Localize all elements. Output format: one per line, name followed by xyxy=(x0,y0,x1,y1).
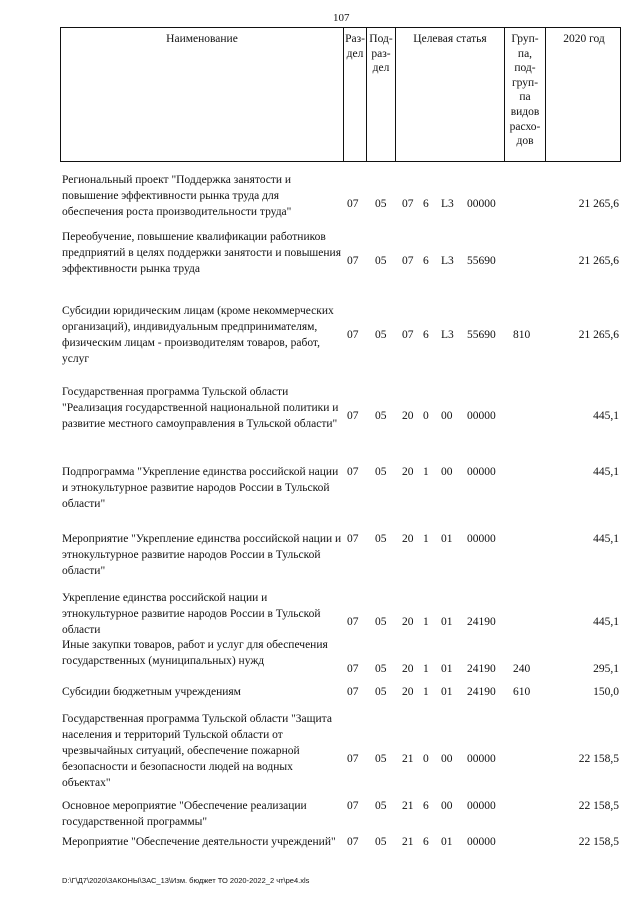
cell-vr: 240 xyxy=(513,663,531,675)
cell-t3: 00 xyxy=(441,410,453,422)
cell-rz: 07 xyxy=(347,753,359,765)
cell-amount: 22 158,5 xyxy=(578,836,619,848)
cell-amount: 21 265,6 xyxy=(578,198,619,210)
row-name: Региональный проект "Поддержка занятости и повышение эффективности рынка труда для обеспечения роста производительности труда" xyxy=(62,174,292,218)
cell-t1: 20 xyxy=(402,616,414,628)
cell-t1: 07 xyxy=(402,329,414,341)
row-name: Мероприятие "Обеспечение деятельности учреждений" xyxy=(62,836,336,848)
cell-rz: 07 xyxy=(347,663,359,675)
cell-t3: 00 xyxy=(441,800,453,812)
header-podrazdel: Под- раз- дел xyxy=(367,28,396,161)
cell-pr: 05 xyxy=(375,466,387,478)
cell-rz: 07 xyxy=(347,533,359,545)
row-name: Государственная программа Тульской области "Реализация государственной национальной политики и развитие местного самоуправления в Тульской области" xyxy=(62,386,339,430)
cell-t2: 6 xyxy=(423,198,429,210)
cell-amount: 445,1 xyxy=(593,616,619,628)
cell-t4: 00000 xyxy=(467,800,496,812)
cell-t3: 01 xyxy=(441,686,453,698)
file-path-footer: D:\Г\Д7\2020\ЗАКОНЫ\ЗАС_13\Изм. бюджет ТО 2020-2022_2 чт\ре4.xls xyxy=(62,876,310,885)
cell-t1: 20 xyxy=(402,686,414,698)
cell-rz: 07 xyxy=(347,255,359,267)
row-name: Иные закупки товаров, работ и услуг для обеспечения государственных (муниципальных) нужд xyxy=(62,639,328,667)
cell-t3: 01 xyxy=(441,533,453,545)
header-name: Наименование xyxy=(61,28,344,161)
cell-amount: 21 265,6 xyxy=(578,255,619,267)
cell-t4: 00000 xyxy=(467,836,496,848)
cell-rz: 07 xyxy=(347,686,359,698)
cell-t3: 00 xyxy=(441,753,453,765)
cell-t3: 00 xyxy=(441,466,453,478)
cell-rz: 07 xyxy=(347,466,359,478)
cell-rz: 07 xyxy=(347,836,359,848)
cell-t4: 55690 xyxy=(467,255,496,267)
row-name: Подпрограмма "Укрепление единства российской нации и этнокультурное развитие народов России в Тульской области" xyxy=(62,466,339,510)
header-target: Целевая статья xyxy=(396,28,505,161)
cell-t3: 01 xyxy=(441,836,453,848)
cell-pr: 05 xyxy=(375,836,387,848)
cell-vr: 810 xyxy=(513,329,531,341)
cell-t4: 24190 xyxy=(467,663,496,675)
row-name: Мероприятие "Укрепление единства российской нации и этнокультурное развитие народов России в Тульской области" xyxy=(62,533,342,577)
cell-t2: 0 xyxy=(423,753,429,765)
cell-t2: 6 xyxy=(423,255,429,267)
cell-amount: 21 265,6 xyxy=(578,329,619,341)
cell-t1: 21 xyxy=(402,836,414,848)
cell-t3: 01 xyxy=(441,616,453,628)
cell-t2: 1 xyxy=(423,686,429,698)
cell-t1: 07 xyxy=(402,198,414,210)
cell-rz: 07 xyxy=(347,329,359,341)
cell-t4: 00000 xyxy=(467,466,496,478)
cell-t2: 0 xyxy=(423,410,429,422)
cell-pr: 05 xyxy=(375,663,387,675)
cell-pr: 05 xyxy=(375,198,387,210)
cell-amount: 445,1 xyxy=(593,533,619,545)
cell-amount: 150,0 xyxy=(593,686,619,698)
cell-t1: 20 xyxy=(402,533,414,545)
cell-t4: 24190 xyxy=(467,686,496,698)
row-name: Укрепление единства российской нации и этнокультурное развитие народов России в Тульской области xyxy=(62,592,321,636)
cell-amount: 445,1 xyxy=(593,410,619,422)
row-name: Государственная программа Тульской области "Защита населения и территорий Тульской области от чрезвычайных ситуаций, обеспечение пожарной безопасности и безопасности людей на водных объектах" xyxy=(62,713,332,789)
row-name: Переобучение, повышение квалификации работников предприятий в целях поддержки занятости и повышения эффективности рынка труда xyxy=(62,231,341,275)
cell-amount: 22 158,5 xyxy=(578,800,619,812)
cell-pr: 05 xyxy=(375,255,387,267)
cell-pr: 05 xyxy=(375,800,387,812)
cell-pr: 05 xyxy=(375,329,387,341)
cell-amount: 445,1 xyxy=(593,466,619,478)
cell-t3: L3 xyxy=(441,329,454,341)
cell-t2: 1 xyxy=(423,616,429,628)
cell-t4: 00000 xyxy=(467,198,496,210)
cell-pr: 05 xyxy=(375,686,387,698)
cell-t2: 1 xyxy=(423,663,429,675)
cell-t4: 55690 xyxy=(467,329,496,341)
row-name: Основное мероприятие "Обеспечение реализации государственной программы" xyxy=(62,800,307,828)
cell-t3: 01 xyxy=(441,663,453,675)
header-razdel: Раз- дел xyxy=(344,28,367,161)
cell-t4: 00000 xyxy=(467,753,496,765)
page-number: 107 xyxy=(333,12,350,24)
cell-pr: 05 xyxy=(375,616,387,628)
cell-rz: 07 xyxy=(347,800,359,812)
cell-t1: 21 xyxy=(402,800,414,812)
cell-t1: 21 xyxy=(402,753,414,765)
cell-t2: 6 xyxy=(423,800,429,812)
cell-rz: 07 xyxy=(347,198,359,210)
cell-t4: 00000 xyxy=(467,410,496,422)
cell-t4: 24190 xyxy=(467,616,496,628)
cell-vr: 610 xyxy=(513,686,531,698)
row-name: Субсидии бюджетным учреждениям xyxy=(62,686,241,698)
cell-amount: 295,1 xyxy=(593,663,619,675)
cell-t3: L3 xyxy=(441,255,454,267)
cell-amount: 22 158,5 xyxy=(578,753,619,765)
cell-t2: 1 xyxy=(423,533,429,545)
header-group: Груп- па, под- груп- па видов расхо- дов xyxy=(505,28,546,161)
cell-t1: 20 xyxy=(402,410,414,422)
cell-pr: 05 xyxy=(375,410,387,422)
cell-t1: 20 xyxy=(402,663,414,675)
cell-t1: 20 xyxy=(402,466,414,478)
cell-pr: 05 xyxy=(375,533,387,545)
row-name: Субсидии юридическим лицам (кроме некоммерческих организаций), индивидуальным предпринимателям, физическим лицам - производителям товаров, работ, услуг xyxy=(62,305,334,365)
cell-pr: 05 xyxy=(375,753,387,765)
cell-t4: 00000 xyxy=(467,533,496,545)
cell-rz: 07 xyxy=(347,616,359,628)
header-year: 2020 год xyxy=(563,33,605,45)
cell-t1: 07 xyxy=(402,255,414,267)
cell-t3: L3 xyxy=(441,198,454,210)
cell-t2: 1 xyxy=(423,466,429,478)
cell-t2: 6 xyxy=(423,329,429,341)
cell-t2: 6 xyxy=(423,836,429,848)
cell-rz: 07 xyxy=(347,410,359,422)
